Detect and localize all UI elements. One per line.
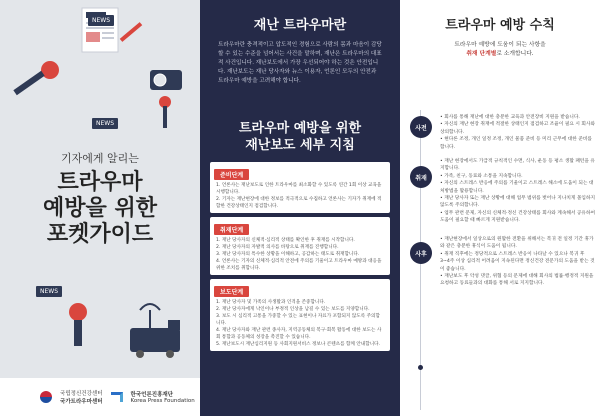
stage-badge: 취재: [410, 166, 432, 188]
stage-item: • 회사를 통해 재난에 대한 충분한 교육과 안전장비 지원을 받습니다.: [440, 115, 580, 120]
footer-logos: [0, 378, 200, 416]
guidelines-title-line: 트라우마 예방을 위한: [238, 121, 362, 136]
stage-badge: 사전: [410, 116, 432, 138]
card-line: 4. 언론사는 기자의 신체적·심리적 안전에 주의를 기울이고 트라우마 예방과 대응을 위한 조치를 취합니다.: [216, 259, 382, 271]
card-heading: 준비단계: [214, 169, 249, 180]
press-foundation-logo-icon: [111, 392, 123, 402]
card-line: 2. 재난 당사자에게 낙인이나 부정적 인상을 남길 수 있는 보도를 지양합니다.: [216, 307, 370, 312]
cover-title-line: 트라우마: [57, 170, 143, 195]
guidelines-title: [200, 120, 400, 154]
cover-panel: [0, 0, 200, 416]
intro-rest: 로 소개합니다.: [496, 51, 534, 57]
guidelines-title-line: 재난보도 세부 지침: [245, 138, 355, 153]
stage-items: [440, 114, 595, 151]
intro-text: [400, 41, 600, 59]
stage-badge: 사후: [410, 242, 432, 264]
org2-line1: 한국언론진흥재단: [130, 392, 174, 398]
cover-title-line: 포켓가이드: [46, 222, 154, 247]
cover-subtitle: 기자에게 알리는: [61, 152, 139, 165]
news-tag: NEWS: [36, 286, 62, 297]
card-line: 2. 재난 당사자의 자발적 의사를 바탕으로 취재를 진행합니다.: [216, 245, 339, 250]
intro-highlight: 취재 단계별: [466, 51, 497, 57]
section-title: 트라우마 예방 수칙: [445, 18, 555, 33]
news-tag: NEWS: [88, 15, 114, 26]
card-line: 5. 재난보도시 재난심리지원 등 사회지원서비스 정보나 콘텐츠를 함께 안내합니다.: [216, 342, 380, 347]
org1-line1: 국립정신건강센터: [60, 391, 103, 397]
org2-line2: Korea Press Foundation: [130, 398, 195, 404]
card-line: 1. 재난 당사자의 신체적·심리적 상태를 확인한 후 취재를 시작합니다.: [216, 238, 355, 243]
cover-title-line: 예방을 위한: [43, 196, 157, 221]
guideline-cards: [200, 154, 400, 351]
org-press-foundation: [131, 390, 195, 404]
card-line: 3. 보도 시 심리적 고통을 가중할 수 있는 표현이나 자료가 포함되지 않도록 주의합니다.: [216, 314, 380, 326]
stage-items: [440, 236, 595, 288]
timeline-dot: [418, 365, 423, 370]
prevention-rules-panel: [400, 0, 600, 416]
card-line: 1. 재난 당사자 및 가족의 사생활과 인격을 존중합니다.: [216, 300, 326, 305]
card-line: 4. 재난 당사자와 재난 관련 종사자, 지역공동체의 복구·회복 활동에 대한 보도는 사회 통합과 공동체의 성장을 촉진할 수 있습니다.: [216, 328, 382, 340]
intro-line: [400, 50, 600, 59]
stage-item: • 재난현장에서 일상으로의 원활한 전환을 위해서는 복귀 전 일정 기간 휴가와 같은 충분한 휴식이 도움이 됩니다.: [440, 237, 594, 250]
stage-item: • 취재 직후에는 정당적으로 스트레스 반응이 나타날 수 있으나 복귀 후 3~4주 이상 심리적 어려움이 지속된다면 정신건강 전문가의 도움을 받는 것이 좋습니다.: [440, 251, 595, 272]
stage-item: • 재난 현장에서도 가급적 규칙적인 수면, 식사, 운동 등 평소 생활 패턴을 유지합니다.: [440, 159, 595, 172]
card-line: 1. 언론사는 재난보도로 인한 트라우마를 최소화할 수 있도록 연간 1회 이상 교육을 시행합니다.: [216, 183, 382, 195]
broadcast-illustration: [0, 280, 200, 370]
stage-item: • 재난보도 후 악성 댓글, 위협 등의 문제에 대해 회사의 법률·행정적 지원을 요청하고 동료들과의 대화를 통해 서로 지지합니다.: [440, 274, 594, 287]
org-national-trauma-center: [60, 389, 103, 405]
intro-line: 트라우마 예방에 도움이 되는 사항을: [454, 42, 546, 48]
stage-item: • 가족, 친구, 동료와 소통을 지속합니다.: [440, 173, 523, 179]
card-heading: 취재단계: [214, 224, 249, 235]
stage-item: • 현다른 조정, 개인 일정 조정, 개인 물품 준비 등 미리 근무에 대한 준비를 합니다.: [440, 137, 592, 150]
org1-line2: 국가트라우마센터: [60, 399, 103, 405]
trauma-description: 트라우마란 충격적이고 압도적인 경험으로 사람의 몸과 마음이 감당할 수 있는 수준을 넘어서는 사건을 말하며, 재난은 트라우마의 대표적 사건입니다. 재난보도에서 가장 우선되어야 하는 것은 안전입니다. 재난보도는 재난 당사자와 뉴스 이용자, 언론인 모두의 안전과 트라우마 예방을 고려해야 합니다.: [218, 42, 382, 84]
stage-item: • 재난 당사자 또는 재난 상황에 대해 업무 범위를 벗어나 지나치게 몰입하지 않도록 주의합니다.: [440, 196, 596, 209]
stage-item: • 자신의 스트레스 반응에 주의를 기울이고 스트레스 해소에 도움이 되는 대처방법을 활용합니다.: [440, 181, 594, 194]
cover-title-block: [0, 150, 200, 248]
section-title: 재난 트라우마란: [253, 18, 347, 33]
card-line: 3. 재난 당사자의 특수한 상황을 이해하고, 공감하는 태도로 취재합니다.: [216, 252, 360, 257]
card-preparation: [210, 162, 390, 213]
card-reporting: [210, 217, 390, 275]
card-line: 2. 기자는 재난현장에 대한 정보를 적극적으로 수집하고 언론사는 기자가 취재에 적합한 건강상태인지 점검합니다.: [216, 197, 382, 209]
card-heading: 보도단계: [214, 286, 249, 297]
stage-item: • 업무 관련 문제, 자신의 신체적·정신 건강상태를 회사와 계속해서 공유하여 도움이 필요할 때 빠르게 지원받습니다.: [440, 210, 596, 224]
government-emblem-icon: [40, 391, 52, 403]
stage-items: [440, 158, 595, 225]
news-tag: NEWS: [92, 118, 118, 129]
guidelines-panel: [200, 0, 400, 416]
card-publication: [210, 279, 390, 351]
stage-item: • 자신의 재난 현장 취재에 적절한 상태인지 점검하고 조율이 필요 시 회사와 상의합니다.: [440, 122, 596, 135]
